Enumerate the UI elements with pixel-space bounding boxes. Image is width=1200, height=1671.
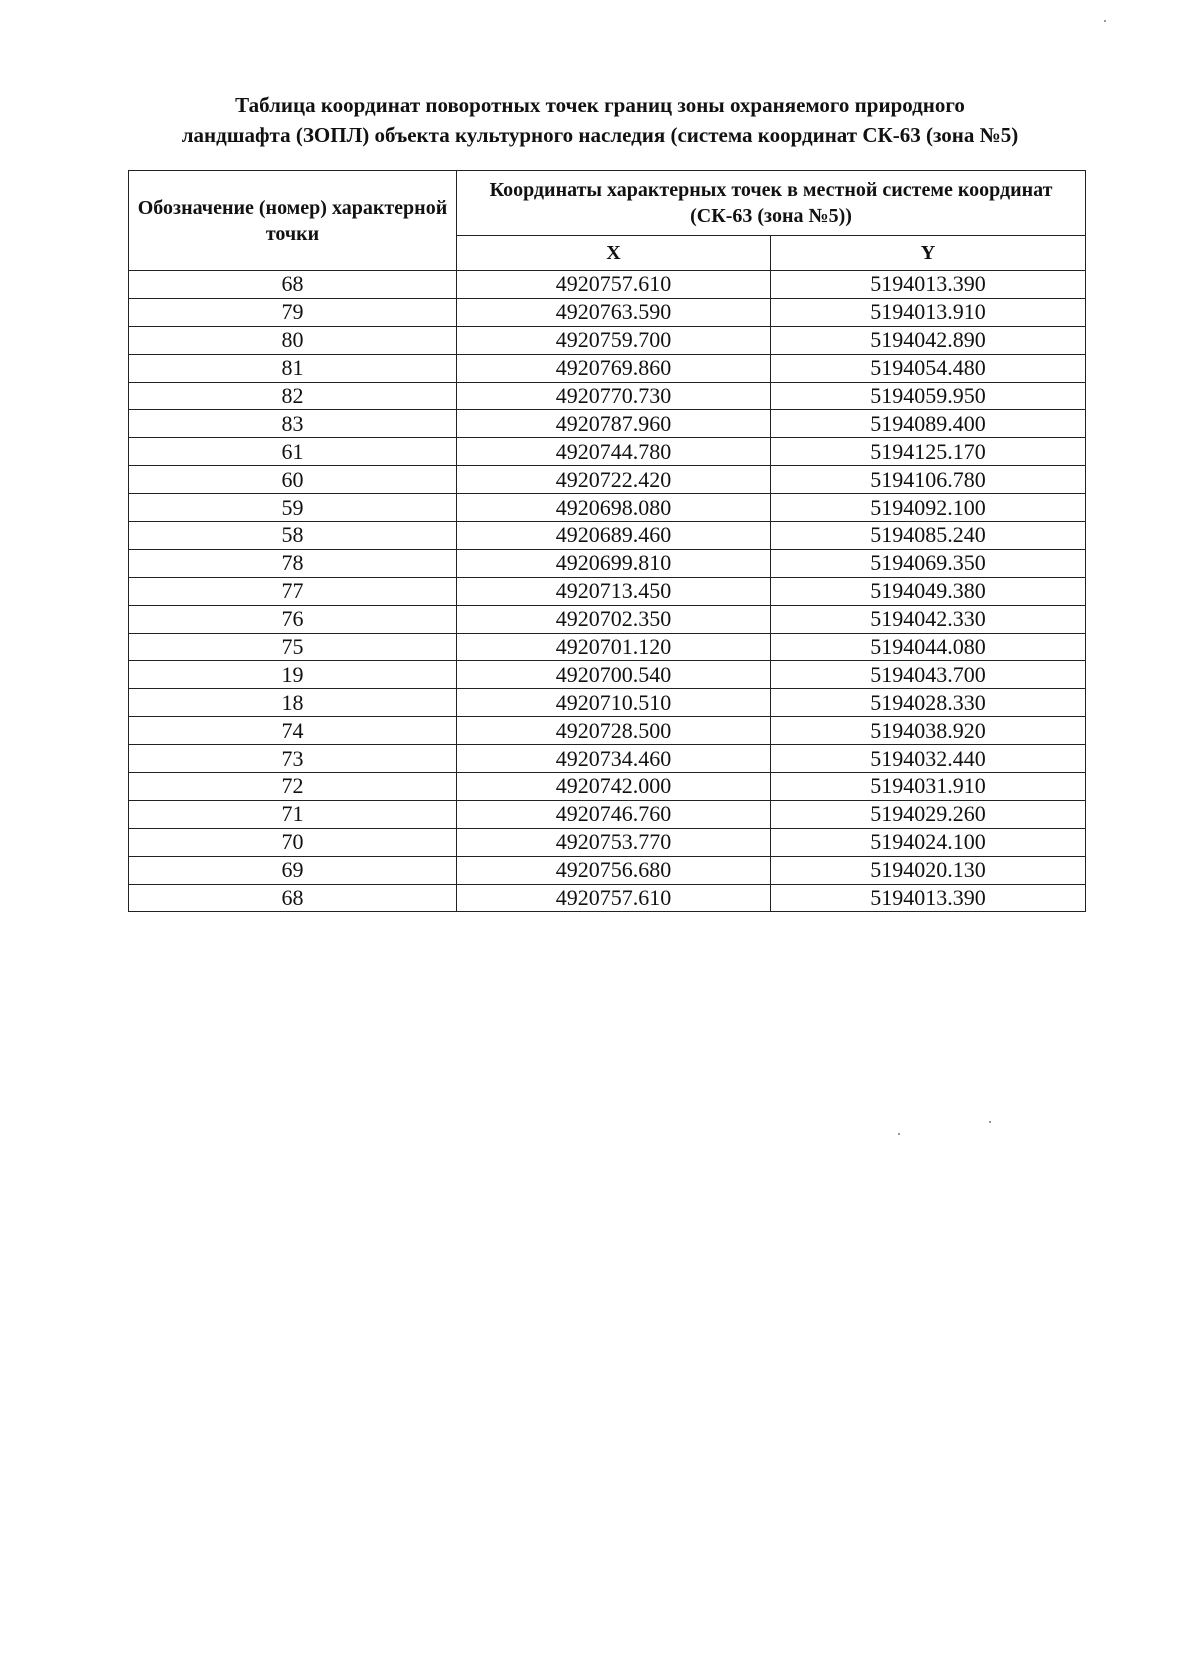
cell-x-coordinate: 4920757.610 — [457, 271, 771, 299]
cell-x-coordinate: 4920744.780 — [457, 438, 771, 466]
cell-point-number: 58 — [129, 522, 457, 550]
table-row — [129, 549, 1086, 577]
table-row — [129, 438, 1086, 466]
cell-y-coordinate: 5194038.920 — [771, 717, 1086, 745]
scan-speck — [1104, 20, 1106, 22]
cell-point-number: 19 — [129, 661, 457, 689]
cell-y-coordinate: 5194069.350 — [771, 549, 1086, 577]
table-row — [129, 745, 1086, 773]
cell-x-coordinate: 4920753.770 — [457, 828, 771, 856]
header-coordinates: Координаты характерных точек в местной системе координат (СК-63 (зона №5)) — [457, 171, 1086, 236]
cell-x-coordinate: 4920787.960 — [457, 410, 771, 438]
coordinates-table — [128, 170, 1086, 912]
cell-x-coordinate: 4920702.350 — [457, 605, 771, 633]
table-row — [129, 800, 1086, 828]
scan-speck — [989, 1121, 991, 1123]
cell-y-coordinate: 5194085.240 — [771, 522, 1086, 550]
header-point-designation: Обозначение (номер) характерной точки — [129, 171, 457, 271]
table-row — [129, 828, 1086, 856]
cell-x-coordinate: 4920759.700 — [457, 326, 771, 354]
cell-y-coordinate: 5194089.400 — [771, 410, 1086, 438]
table-body — [129, 271, 1086, 912]
cell-point-number: 69 — [129, 856, 457, 884]
cell-y-coordinate: 5194054.480 — [771, 354, 1086, 382]
table-row — [129, 717, 1086, 745]
cell-x-coordinate: 4920770.730 — [457, 382, 771, 410]
cell-x-coordinate: 4920746.760 — [457, 800, 771, 828]
table-row — [129, 773, 1086, 801]
cell-point-number: 72 — [129, 773, 457, 801]
cell-y-coordinate: 5194049.380 — [771, 577, 1086, 605]
table-row — [129, 884, 1086, 912]
cell-x-coordinate: 4920756.680 — [457, 856, 771, 884]
table-header — [129, 171, 1086, 271]
cell-y-coordinate: 5194013.910 — [771, 298, 1086, 326]
table-row — [129, 522, 1086, 550]
cell-y-coordinate: 5194029.260 — [771, 800, 1086, 828]
table-row — [129, 354, 1086, 382]
table-row — [129, 326, 1086, 354]
table-row — [129, 410, 1086, 438]
cell-x-coordinate: 4920769.860 — [457, 354, 771, 382]
cell-y-coordinate: 5194024.100 — [771, 828, 1086, 856]
cell-point-number: 76 — [129, 605, 457, 633]
cell-point-number: 78 — [129, 549, 457, 577]
cell-point-number: 71 — [129, 800, 457, 828]
cell-point-number: 60 — [129, 466, 457, 494]
cell-y-coordinate: 5194092.100 — [771, 494, 1086, 522]
table-row — [129, 466, 1086, 494]
cell-point-number: 79 — [129, 298, 457, 326]
cell-y-coordinate: 5194031.910 — [771, 773, 1086, 801]
cell-point-number: 70 — [129, 828, 457, 856]
header-y: Y — [771, 236, 1086, 271]
cell-point-number: 59 — [129, 494, 457, 522]
cell-x-coordinate: 4920763.590 — [457, 298, 771, 326]
cell-y-coordinate: 5194020.130 — [771, 856, 1086, 884]
cell-x-coordinate: 4920742.000 — [457, 773, 771, 801]
cell-y-coordinate: 5194013.390 — [771, 271, 1086, 299]
table-row — [129, 494, 1086, 522]
document-title — [100, 90, 1100, 150]
table-row — [129, 689, 1086, 717]
cell-x-coordinate: 4920728.500 — [457, 717, 771, 745]
document-title-line-1: Таблица координат поворотных точек границ зоны охраняемого природного — [235, 93, 965, 117]
cell-point-number: 74 — [129, 717, 457, 745]
cell-x-coordinate: 4920698.080 — [457, 494, 771, 522]
cell-y-coordinate: 5194043.700 — [771, 661, 1086, 689]
cell-point-number: 61 — [129, 438, 457, 466]
cell-x-coordinate: 4920722.420 — [457, 466, 771, 494]
table-row — [129, 661, 1086, 689]
cell-point-number: 81 — [129, 354, 457, 382]
cell-x-coordinate: 4920757.610 — [457, 884, 771, 912]
cell-x-coordinate: 4920700.540 — [457, 661, 771, 689]
cell-y-coordinate: 5194042.330 — [771, 605, 1086, 633]
cell-y-coordinate: 5194028.330 — [771, 689, 1086, 717]
cell-y-coordinate: 5194106.780 — [771, 466, 1086, 494]
cell-point-number: 18 — [129, 689, 457, 717]
cell-y-coordinate: 5194032.440 — [771, 745, 1086, 773]
table-row — [129, 271, 1086, 299]
cell-x-coordinate: 4920689.460 — [457, 522, 771, 550]
cell-point-number: 68 — [129, 884, 457, 912]
table-row — [129, 298, 1086, 326]
cell-point-number: 82 — [129, 382, 457, 410]
document-title-line-2: ландшафта (ЗОПЛ) объекта культурного наследия (система координат СК-63 (зона №5) — [181, 123, 1019, 147]
table-row — [129, 382, 1086, 410]
cell-y-coordinate: 5194044.080 — [771, 633, 1086, 661]
cell-y-coordinate: 5194059.950 — [771, 382, 1086, 410]
table-row — [129, 633, 1086, 661]
cell-x-coordinate: 4920701.120 — [457, 633, 771, 661]
table-row — [129, 856, 1086, 884]
table-row — [129, 605, 1086, 633]
cell-point-number: 80 — [129, 326, 457, 354]
cell-y-coordinate: 5194013.390 — [771, 884, 1086, 912]
cell-x-coordinate: 4920710.510 — [457, 689, 771, 717]
cell-x-coordinate: 4920699.810 — [457, 549, 771, 577]
cell-point-number: 75 — [129, 633, 457, 661]
cell-x-coordinate: 4920734.460 — [457, 745, 771, 773]
cell-point-number: 73 — [129, 745, 457, 773]
cell-x-coordinate: 4920713.450 — [457, 577, 771, 605]
cell-point-number: 77 — [129, 577, 457, 605]
cell-y-coordinate: 5194042.890 — [771, 326, 1086, 354]
header-x: X — [457, 236, 771, 271]
cell-point-number: 68 — [129, 271, 457, 299]
table-row — [129, 577, 1086, 605]
scan-speck — [898, 1133, 900, 1135]
cell-y-coordinate: 5194125.170 — [771, 438, 1086, 466]
cell-point-number: 83 — [129, 410, 457, 438]
